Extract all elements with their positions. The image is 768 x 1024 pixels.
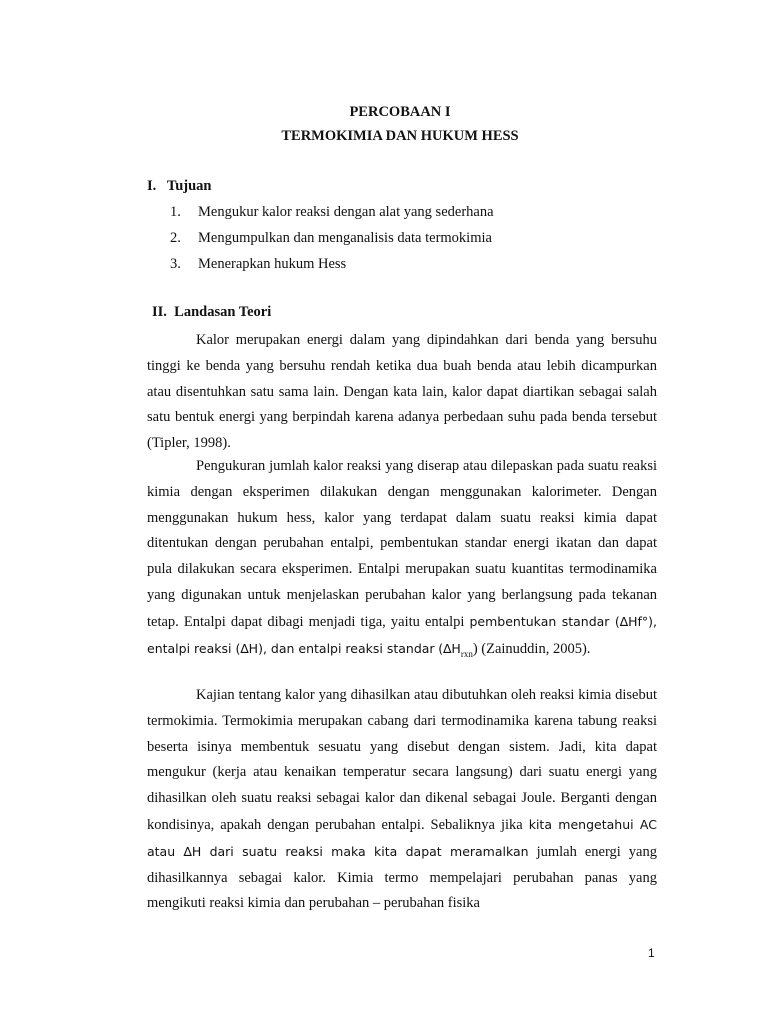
list-item-text: Mengukur kalor reaksi dengan alat yang sederhana	[198, 204, 494, 220]
list-item-number: 1.	[170, 204, 181, 220]
delta-h-symbol: (∆H	[438, 640, 461, 656]
paragraph-3-formula-text: kita mengetahui AC atau ∆H dari suatu reaksi maka kita dapat meramalkan	[147, 816, 657, 859]
list-item-number: 3.	[170, 256, 181, 272]
subscript-rxn: rxn	[460, 648, 473, 659]
list-item-text: Mengumpulkan dan menganalisis data termokimia	[198, 230, 492, 246]
paragraph-2	[147, 454, 657, 667]
paragraph-3-text-b: jumlah energi yang dihasilkannya sebagai kalor. Kimia termo mempelajari perubahan panas yang mengikuti reaksi kimia dan perubahan – perubahan fisika	[147, 843, 657, 912]
paragraph-3	[147, 683, 657, 917]
paragraph-1: Kalor merupakan energi dalam yang dipindahkan dari benda yang bersuhu tinggi ke benda yang bersuhu rendah ketika dua buah benda atau lebih dicampurkan atau disentuhkan satu sama lain. Dengan kata lain, kalor dapat diartikan sebagai salah satu bentuk energi yang berpindah karena adanya perbedaan suhu pada benda tersebut (Tipler, 1998).	[147, 332, 657, 452]
paragraph-2-text: Pengukuran jumlah kalor reaksi yang diserap atau dilepaskan pada suatu reaksi kimia dengan eksperimen dilakukan dengan menggunakan kalorimeter. Dengan menggunakan hukum hess, kalor yang terdapat dalam suatu reaksi kimia dapat ditentukan dengan perubahan entalpi, pembentukan standar energi ikatan dan dapat pula dilakukan secara eksperimen. Entalpi merupakan suatu kuantitas termodinamika yang digunakan untuk menjelaskan perubahan kalor yang berlangsung pada tekanan tetap. Entalpi dapat dibagi menjadi tiga, yaitu entalpi	[147, 458, 657, 630]
paragraph-2-citation: ) (Zainuddin, 2005).	[472, 640, 591, 657]
paragraph-3-text-a: Kajian tentang kalor yang dihasilkan atau dibutuhkan oleh reaksi kimia disebut termokimia. Termokimia merupakan cabang dari termodinamika karena tabung reaksi beserta isinya membentuk sesuatu yang disebut dengan sistem. Jadi, kita dapat mengukur (kerja atau kenaikan temperatur secara langsung) dari suatu energi yang dihasilkan oleh suatu reaksi sebagai kalor dan dikenal sebagai Joule. Berganti dengan kondisinya, apakah dengan perubahan entalpi. Sebaliknya jika	[147, 687, 657, 833]
document-subtitle: TERMOKIMIA DAN HUKUM HESS	[281, 128, 519, 144]
paragraph-2-formula-text: pembentukan standar (∆Hf°), entalpi reaksi (∆H), dan entalpi reaksi standar	[147, 613, 657, 656]
list-item-text: Menerapkan hukum Hess	[198, 256, 347, 272]
page-number: 1	[648, 946, 655, 960]
section-heading-landasan-teori: II. Landasan Teori	[152, 304, 272, 320]
section-heading-tujuan: I. Tujuan	[147, 178, 212, 194]
document-title: PERCOBAAN I	[349, 104, 451, 120]
list-item-number: 2.	[170, 230, 181, 246]
